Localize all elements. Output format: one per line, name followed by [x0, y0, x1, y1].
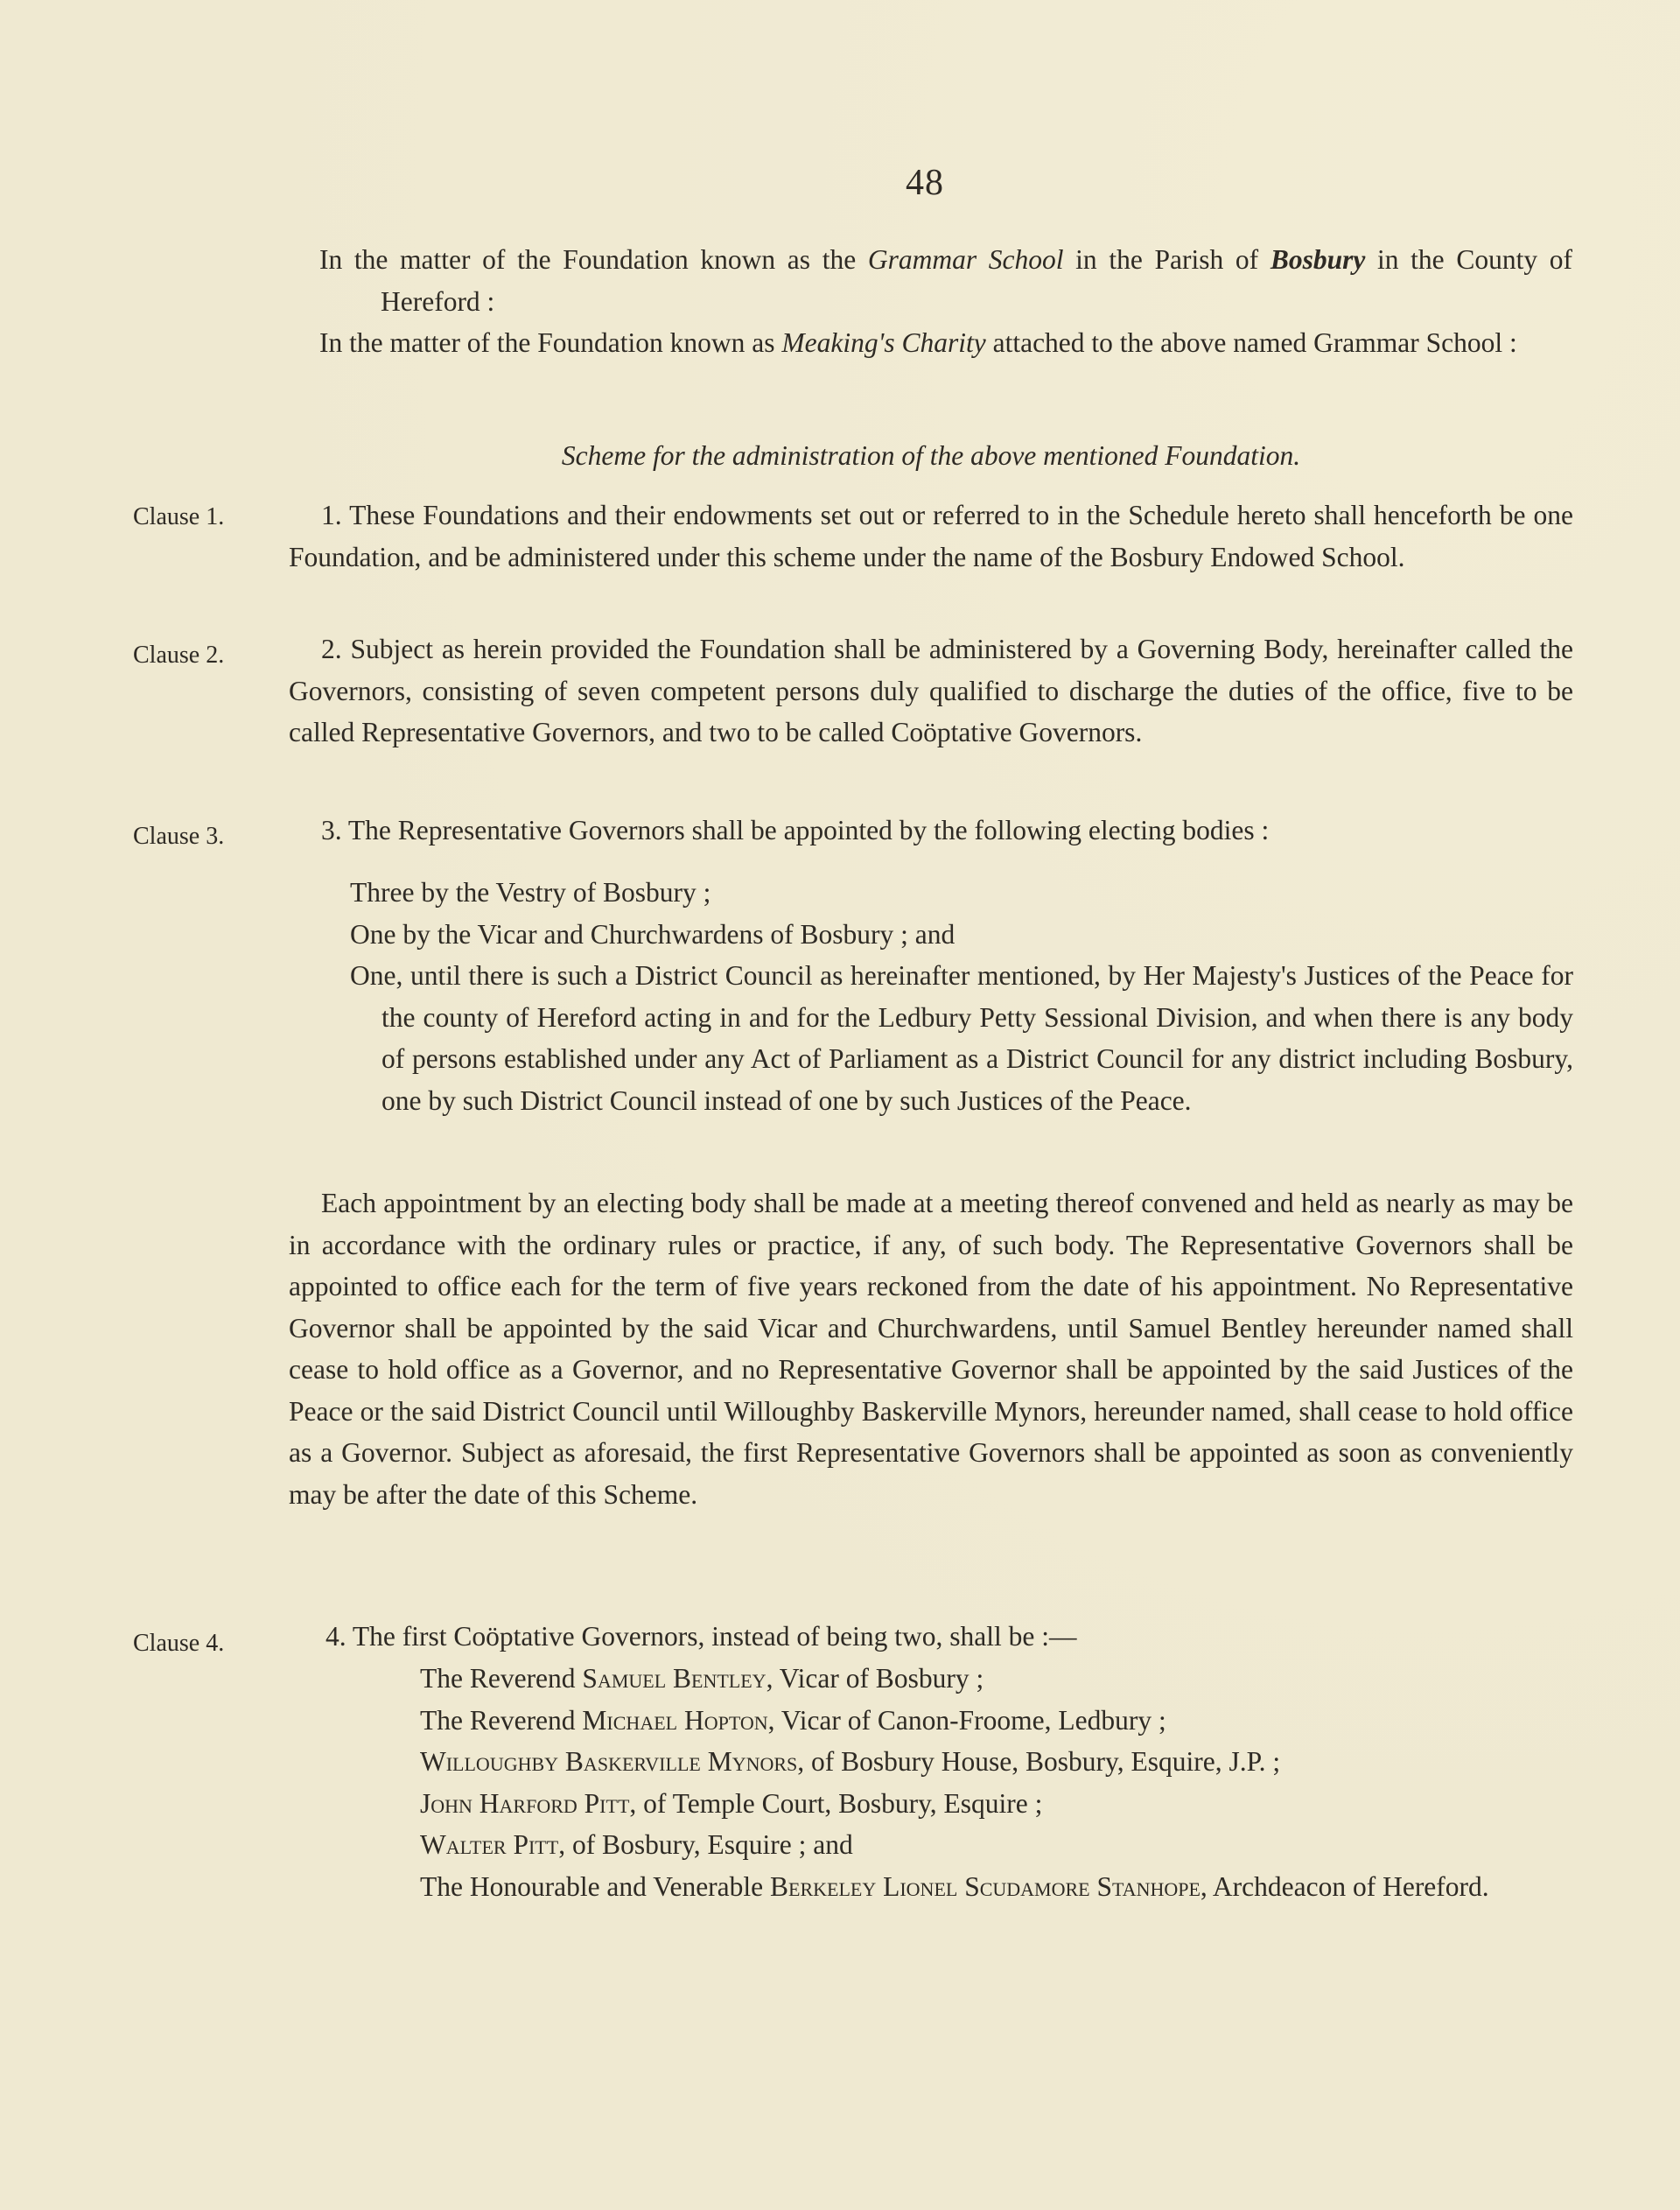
name-suffix: , of Bosbury, Esquire ; and	[558, 1829, 853, 1860]
governor-name: Berkeley Lionel Scudamore Stanhope	[770, 1870, 1200, 1902]
list-item	[420, 1700, 1573, 1742]
intro-text: in the Parish of	[1063, 244, 1270, 275]
clause-3-body: Each appointment by an electing body shall be made at a meeting thereof convened and held as nearly as may be in accordance with the ordinary rules or practice, if any, of such body. The Representative Governors shall be appointed to office each for the term of five years reckoned from the date of his appointment. No Representative Governor shall be appointed by the said Vicar and Churchwardens, until Samuel Bentley hereunder named shall cease to hold office as a Governor, and no Representative Governor shall be appointed by the said Justices of the Peace or the said District Council until Willoughby Baskerville Mynors, hereunder named, shall cease to hold office as a Governor. Subject as aforesaid, the first Representative Governors shall be appointed as soon as conveniently may be after the date of this Scheme.	[289, 1188, 1573, 1510]
intro-block	[319, 239, 1572, 364]
clause-1-text	[289, 495, 1573, 578]
list-item	[420, 1783, 1573, 1825]
name-prefix: The Reverend	[420, 1663, 583, 1694]
clause-3-paragraph	[289, 1182, 1573, 1515]
clause-3-intro	[289, 810, 1573, 852]
clause-2-label: Clause 2.	[133, 642, 225, 669]
clause-4-names	[420, 1658, 1573, 1907]
intro-text: attached to the above named Grammar School :	[985, 327, 1517, 358]
governor-name: Samuel Bentley	[582, 1663, 766, 1694]
name-suffix: , of Bosbury House, Bosbury, Esquire, J.P. ;	[797, 1746, 1281, 1777]
governor-name: Walter Pitt	[420, 1829, 559, 1860]
list-item: One by the Vicar and Churchwardens of Bosbury ; and	[350, 918, 956, 950]
clause-3-intro-paragraph: 3. The Representative Governors shall be appointed by the following electing bodies :	[321, 815, 1270, 845]
governor-name: Willoughby Baskerville Mynors	[420, 1746, 798, 1777]
intro-text: In the matter of the Foundation known as the	[319, 244, 868, 275]
list-item: One, until there is such a District Council as hereinafter mentioned, by Her Majesty's Justices of the Peace for the county of Hereford acting in and for the Ledbury Petty Sessional Division, and when there is any body of persons established under any Act of Parliament as a District Council for any district including Bosbury, one by such District Council instead of one by such Justices of the Peace.	[350, 960, 1573, 1116]
intro-text: In the matter of the Foundation known as	[319, 327, 782, 358]
page-number: 48	[906, 163, 944, 203]
name-suffix: , of Temple Court, Bosbury, Esquire ;	[629, 1787, 1043, 1819]
clause-2-paragraph: 2. Subject as herein provided the Foundation shall be administered by a Governing Body, hereinafter called the Governors, consisting of seven competent persons duly qualified to discharge the duties of the office, five to be called Representative Governors, and two to be called Coöptative Governors.	[289, 634, 1573, 747]
governor-name: John Harford Pitt	[420, 1787, 630, 1819]
intro-italic: Meaking's Charity	[781, 327, 986, 358]
list-item	[420, 1824, 1573, 1866]
clause-1-paragraph: 1. These Foundations and their endowments set out or referred to in the Schedule hereto shall henceforth be one Foundation, and be administered under this scheme under the name of the Bosbury Endowed School.	[289, 500, 1573, 572]
list-item: Three by the Vestry of Bosbury ;	[350, 877, 711, 908]
clause-4-intro-paragraph: 4. The first Coöptative Governors, instead of being two, shall be :—	[326, 1621, 1077, 1652]
clause-3-label: Clause 3.	[133, 823, 225, 850]
clause-4-intro	[289, 1616, 1573, 1658]
intro-italic: Grammar School	[867, 244, 1064, 275]
list-item	[420, 1866, 1573, 1908]
clause-3-list	[350, 872, 1573, 1121]
list-item	[420, 1658, 1573, 1700]
name-prefix: The Honourable and Venerable	[420, 1870, 771, 1902]
clause-2-text	[289, 628, 1573, 754]
governor-name: Michael Hopton	[582, 1704, 768, 1736]
name-suffix: , Archdeacon of Hereford.	[1200, 1870, 1489, 1902]
intro-paragraph-1	[319, 239, 1572, 322]
clause-1-label: Clause 1.	[133, 503, 225, 530]
name-suffix: , Vicar of Canon-Froome, Ledbury ;	[767, 1704, 1166, 1736]
scheme-heading: Scheme for the administration of the above mentioned Foundation.	[561, 440, 1301, 471]
name-suffix: , Vicar of Bosbury ;	[766, 1663, 984, 1694]
intro-paragraph-2	[319, 322, 1572, 364]
intro-italic: Bosbury	[1270, 244, 1366, 275]
intro-text: in the County of Hereford :	[381, 244, 1572, 317]
name-prefix: The Reverend	[420, 1704, 583, 1736]
list-item	[420, 1741, 1573, 1783]
clause-4-label: Clause 4.	[133, 1630, 225, 1657]
